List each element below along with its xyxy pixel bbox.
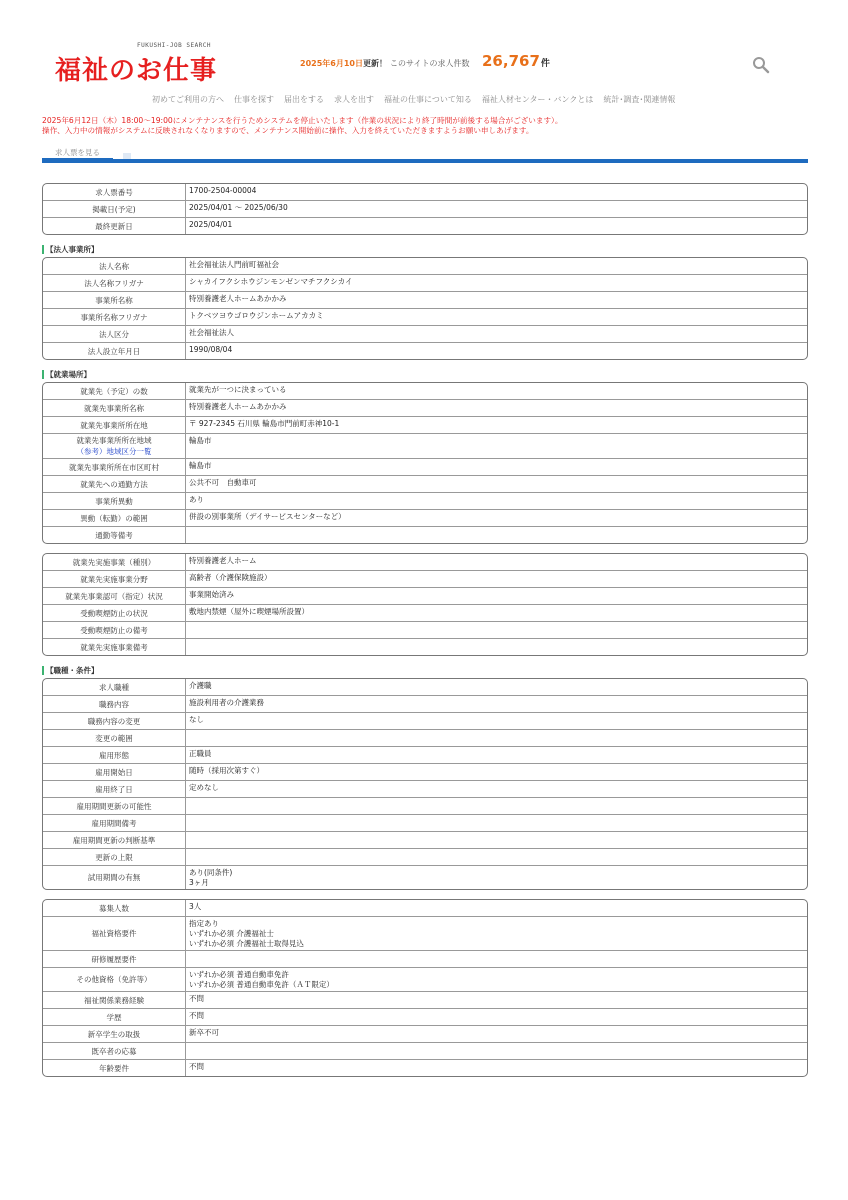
row-label: 事業所名称 (43, 292, 186, 309)
row-label: 法人区分 (43, 326, 186, 343)
row-value: 正職員 (186, 747, 807, 764)
requirements-table (42, 899, 808, 1077)
row-label: 職務内容 (43, 696, 186, 713)
row-value: 1700-2504-00004 (186, 184, 807, 201)
row-label: 新卒学生の取扱 (43, 1026, 186, 1043)
row-value: 介護職 (186, 679, 807, 696)
tab-bar (42, 159, 808, 163)
row-label: 求人票番号 (43, 184, 186, 201)
row-label: 雇用期間更新の可能性 (43, 798, 186, 815)
row-label: 募集人数 (43, 900, 186, 917)
table-row (43, 713, 807, 730)
site-logo[interactable] (55, 40, 225, 86)
row-value (186, 730, 807, 747)
row-label: その他資格（免許等） (43, 968, 186, 992)
row-value: 特別養護老人ホーム (186, 554, 807, 571)
notice-line-1: 2025年6月12日（木）18:00～19:00にメンテナンスを行うためシステムを停止いたします（作業の状況により終了時間が前後する場合がございます）。 (42, 116, 563, 125)
row-label: 就業先への通勤方法 (43, 476, 186, 493)
table-row (43, 218, 807, 234)
row-label: 福祉関係業務経験 (43, 992, 186, 1009)
row-label: 就業先実施事業（種別） (43, 554, 186, 571)
row-label: 学歴 (43, 1009, 186, 1026)
row-label: 職務内容の変更 (43, 713, 186, 730)
row-value (186, 1043, 807, 1060)
row-label (43, 434, 186, 459)
row-label: 更新の上限 (43, 849, 186, 866)
nav-submit-notice[interactable]: 届出をする (284, 95, 324, 104)
table-row (43, 730, 807, 747)
table-row (43, 764, 807, 781)
table-row (43, 554, 807, 571)
table-row (43, 781, 807, 798)
tab-view-job[interactable]: 求人票を見る (42, 147, 113, 160)
row-label: 求人職種 (43, 679, 186, 696)
row-label: 研修履歴要件 (43, 951, 186, 968)
job-detail (42, 183, 808, 1086)
table-row (43, 275, 807, 292)
row-value (186, 527, 807, 543)
table-row (43, 383, 807, 400)
nav-statistics[interactable]: 統計･調査･関連情報 (603, 95, 676, 104)
table-row (43, 849, 807, 866)
row-label: 雇用期間備考 (43, 815, 186, 832)
job-basic-table (42, 183, 808, 235)
table-row (43, 588, 807, 605)
job-count-value: 26,767 (482, 52, 540, 70)
section-title-job: 【職種・条件】 (42, 666, 808, 675)
table-row (43, 459, 807, 476)
job-count-unit: 件 (540, 59, 550, 69)
row-value (186, 622, 807, 639)
corp-table (42, 257, 808, 360)
row-value (186, 815, 807, 832)
table-row (43, 343, 807, 359)
table-row (43, 201, 807, 218)
row-value: トクベツヨウゴロウジンホームアカカミ (186, 309, 807, 326)
row-value (186, 849, 807, 866)
row-value: 高齢者（介護保険施設） (186, 571, 807, 588)
row-value (186, 917, 807, 951)
row-value: 輪島市 (186, 434, 807, 459)
row-value: 特別養護老人ホームあかかみ (186, 292, 807, 309)
table-row (43, 309, 807, 326)
row-value: 定めなし (186, 781, 807, 798)
table-row (43, 900, 807, 917)
row-value: 輪島市 (186, 459, 807, 476)
nav-find-job[interactable]: 仕事を探す (234, 95, 274, 104)
row-label: 雇用開始日 (43, 764, 186, 781)
row-label: 事業所名称フリガナ (43, 309, 186, 326)
row-value (186, 798, 807, 815)
table-row (43, 326, 807, 343)
job-count-label: このサイトの求人件数 (390, 59, 470, 68)
row-value: 不問 (189, 1062, 204, 1071)
table-row (43, 815, 807, 832)
table-row (43, 571, 807, 588)
notice-line-2: 操作、入力中の情報がシステムに反映されなくなりますので、メンテナンス開始前に操作、入力を終えていただきますようお願い申しあげます。 (42, 126, 534, 135)
row-value: 随時（採用次第すぐ） (186, 764, 807, 781)
row-label: 雇用終了日 (43, 781, 186, 798)
update-notice (300, 58, 387, 69)
row-value: 特別養護老人ホームあかかみ (186, 400, 807, 417)
table-row (43, 866, 807, 889)
row-label: 変更の範囲 (43, 730, 186, 747)
update-date: 2025年6月10日 (300, 59, 363, 68)
table-row (43, 605, 807, 622)
value-line: いずれか必須 普通自動車免許（ＡＴ限定） (189, 980, 334, 989)
row-label: 法人名称 (43, 258, 186, 275)
row-label: 就業先（予定）の数 (43, 383, 186, 400)
section-title-work: 【就業場所】 (42, 370, 808, 379)
search-icon (752, 56, 770, 74)
value-line: いずれか必須 介護福祉士 (189, 929, 274, 938)
row-label: 既卒者の応募 (43, 1043, 186, 1060)
row-label: 最終更新日 (43, 218, 186, 234)
row-value: 不問 (186, 992, 807, 1009)
row-label: 通勤等備考 (43, 527, 186, 543)
row-label: 掲載日(予定) (43, 201, 186, 218)
row-value: 〒 927-2345 石川県 輪島市門前町赤神10-1 (186, 417, 807, 434)
table-row (43, 400, 807, 417)
table-row (43, 258, 807, 275)
nav-post-job[interactable]: 求人を出す (334, 95, 374, 104)
update-suffix: 更新！ (362, 59, 387, 68)
row-value (186, 866, 807, 889)
row-label-text: 就業先事業所所在地域 (76, 436, 152, 445)
row-value: 社会福祉法人門前町福祉会 (186, 258, 807, 275)
table-row (43, 510, 807, 527)
row-label: 試用期間の有無 (43, 866, 186, 889)
row-value: 1990/08/04 (189, 345, 233, 354)
table-row (43, 917, 807, 951)
row-label: 雇用形態 (43, 747, 186, 764)
logo-subtitle: FUKUSHI-JOB SEARCH (137, 42, 212, 49)
row-label: 事業所異動 (43, 493, 186, 510)
row-value (186, 832, 807, 849)
job-count (482, 52, 550, 70)
nav-about-welfare-jobs[interactable]: 福祉の仕事について知る (384, 95, 472, 104)
row-value: シャカイフクシホウジンモンゼンマチフクシカイ (186, 275, 807, 292)
row-value: 就業先が一つに決まっている (186, 383, 807, 400)
row-value (186, 968, 807, 992)
site-header (0, 0, 848, 170)
table-row (43, 1009, 807, 1026)
table-row (43, 417, 807, 434)
row-value: 公共不可 自動車可 (186, 476, 807, 493)
table-row (43, 639, 807, 655)
row-value: 新卒不可 (186, 1026, 807, 1043)
row-value (186, 639, 807, 655)
table-row (43, 476, 807, 493)
row-label: 就業先事業認可（指定）状況 (43, 588, 186, 605)
row-label: 法人設立年月日 (43, 343, 186, 359)
row-label: 受動喫煙防止の備考 (43, 622, 186, 639)
table-row (43, 434, 807, 459)
row-value: 社会福祉法人 (186, 326, 807, 343)
table-row (43, 622, 807, 639)
table-row (43, 832, 807, 849)
workplace-table (42, 382, 808, 544)
row-value: 事業開始済み (186, 588, 807, 605)
row-label: 福祉資格要件 (43, 917, 186, 951)
table-row (43, 1043, 807, 1060)
row-value: 2025/04/01 ～ 2025/06/30 (186, 201, 807, 218)
value-line: 3ヶ月 (189, 878, 209, 887)
row-value: 敷地内禁煙（屋外に喫煙場所設置） (186, 605, 807, 622)
row-label: 受動喫煙防止の状況 (43, 605, 186, 622)
main-nav (152, 94, 675, 105)
table-row (43, 696, 807, 713)
row-label: 異動（転勤）の範囲 (43, 510, 186, 527)
region-list-link[interactable]: （参考）地域区分一覧 (76, 447, 152, 456)
table-row (43, 184, 807, 201)
row-label: 就業先事業所所在市区町村 (43, 459, 186, 476)
nav-first-time[interactable]: 初めてご利用の方へ (152, 95, 224, 104)
row-value: 施設利用者の介護業務 (186, 696, 807, 713)
table-row (43, 798, 807, 815)
row-value: あり (186, 493, 807, 510)
table-row (43, 951, 807, 968)
row-value: 併設の別事業所（デイサービスセンターなど） (186, 510, 807, 527)
nav-about-center[interactable]: 福祉人材センター・バンクとは (481, 95, 594, 104)
job-conditions-table (42, 678, 808, 890)
table-row (43, 1026, 807, 1043)
row-value: 2025/04/01 (189, 220, 233, 229)
value-line: いずれか必須 介護福祉士取得見込 (189, 939, 304, 948)
table-row (43, 1060, 807, 1076)
row-value: なし (186, 713, 807, 730)
table-row (43, 527, 807, 543)
value-line: あり(同条件) (189, 868, 233, 877)
maintenance-notice (42, 116, 812, 136)
search-button[interactable] (752, 56, 770, 74)
table-row (43, 747, 807, 764)
value-line: 指定あり (189, 919, 219, 928)
row-label: 雇用期間更新の判断基準 (43, 832, 186, 849)
section-title-corp: 【法人事業所】 (42, 245, 808, 254)
value-line: いずれか必須 普通自動車免許 (189, 970, 289, 979)
row-value: 不問 (186, 1009, 807, 1026)
table-row (43, 292, 807, 309)
table-row (43, 992, 807, 1009)
logo-title: 福祉のお仕事 (55, 56, 218, 86)
table-row (43, 679, 807, 696)
row-label: 就業先実施事業分野 (43, 571, 186, 588)
row-label: 就業先事業所名称 (43, 400, 186, 417)
row-value: 3人 (186, 900, 807, 917)
row-label: 法人名称フリガナ (43, 275, 186, 292)
table-row (43, 493, 807, 510)
table-row (43, 968, 807, 992)
row-label: 就業先実施事業備考 (43, 639, 186, 655)
row-value (186, 951, 807, 968)
business-table (42, 553, 808, 656)
row-label: 年齢要件 (43, 1060, 186, 1076)
row-label: 就業先事業所所在地 (43, 417, 186, 434)
